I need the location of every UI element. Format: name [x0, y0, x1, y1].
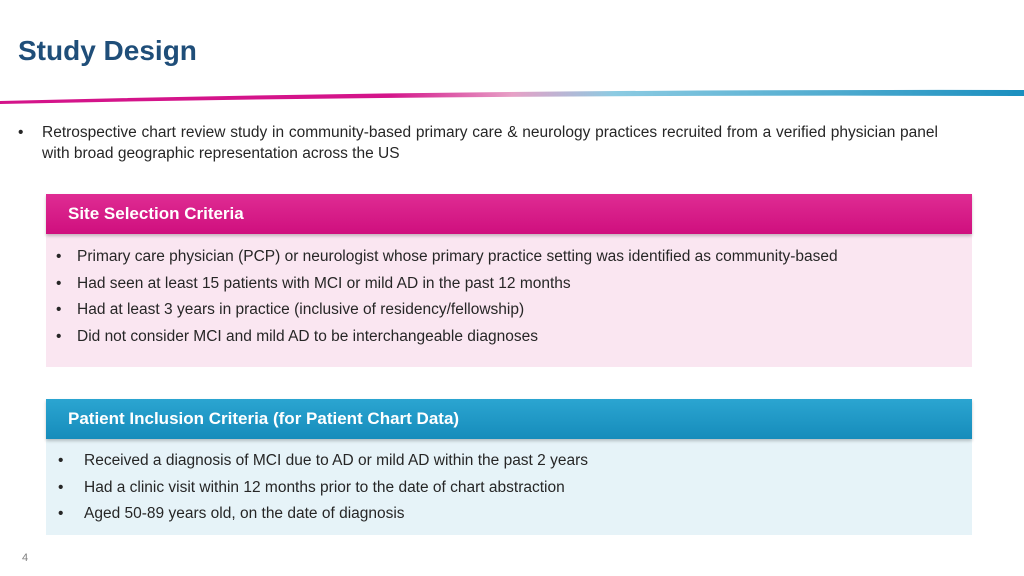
- list-item: [58, 475, 972, 502]
- list-item: [58, 501, 972, 528]
- bullet-marker: •: [56, 328, 62, 346]
- list-item-text: Aged 50-89 years old, on the date of diagnosis: [84, 505, 405, 523]
- list-item-text: Did not consider MCI and mild AD to be interchangeable diagnoses: [77, 328, 538, 346]
- page-title: Study Design: [18, 35, 197, 66]
- site-selection-box: [46, 194, 972, 367]
- list-item: [56, 324, 972, 351]
- site-selection-body: [46, 234, 972, 367]
- list-item-text: Had a clinic visit within 12 months prior to the date of chart abstraction: [84, 478, 565, 496]
- patient-inclusion-header: Patient Inclusion Criteria (for Patient Chart Data): [46, 399, 972, 439]
- site-selection-list: [56, 244, 972, 351]
- list-item: [56, 297, 972, 324]
- bullet-marker: •: [56, 274, 62, 292]
- patient-inclusion-box: [46, 399, 972, 535]
- bullet-marker: •: [58, 478, 64, 496]
- header-swoosh-decoration: [0, 84, 1024, 108]
- patient-inclusion-body: [46, 439, 972, 535]
- intro-bullet: [18, 123, 938, 164]
- list-item-text: Received a diagnosis of MCI due to AD or mild AD within the past 2 years: [84, 452, 588, 469]
- bullet-marker: •: [18, 124, 24, 141]
- list-item: [56, 271, 972, 298]
- bullet-marker: •: [58, 452, 64, 469]
- list-item-text: Had at least 3 years in practice (inclusive of residency/fellowship): [77, 301, 525, 319]
- list-item: [56, 244, 972, 271]
- list-item-text: Had seen at least 15 patients with MCI or mild AD in the past 12 months: [77, 274, 571, 292]
- list-item-text: Primary care physician (PCP) or neurologist whose primary practice setting was identified as community-based: [77, 248, 838, 265]
- intro-text: Retrospective chart review study in community-based primary care & neurology practices recruited from a verified physician panel with broad geographic representation across the US: [42, 124, 938, 162]
- patient-inclusion-list: [58, 448, 972, 528]
- list-item: [58, 448, 972, 475]
- bullet-marker: •: [56, 301, 62, 319]
- page-number: 4: [22, 552, 29, 564]
- bullet-marker: •: [58, 505, 64, 523]
- site-selection-header: Site Selection Criteria: [46, 194, 972, 234]
- bullet-marker: •: [56, 248, 62, 265]
